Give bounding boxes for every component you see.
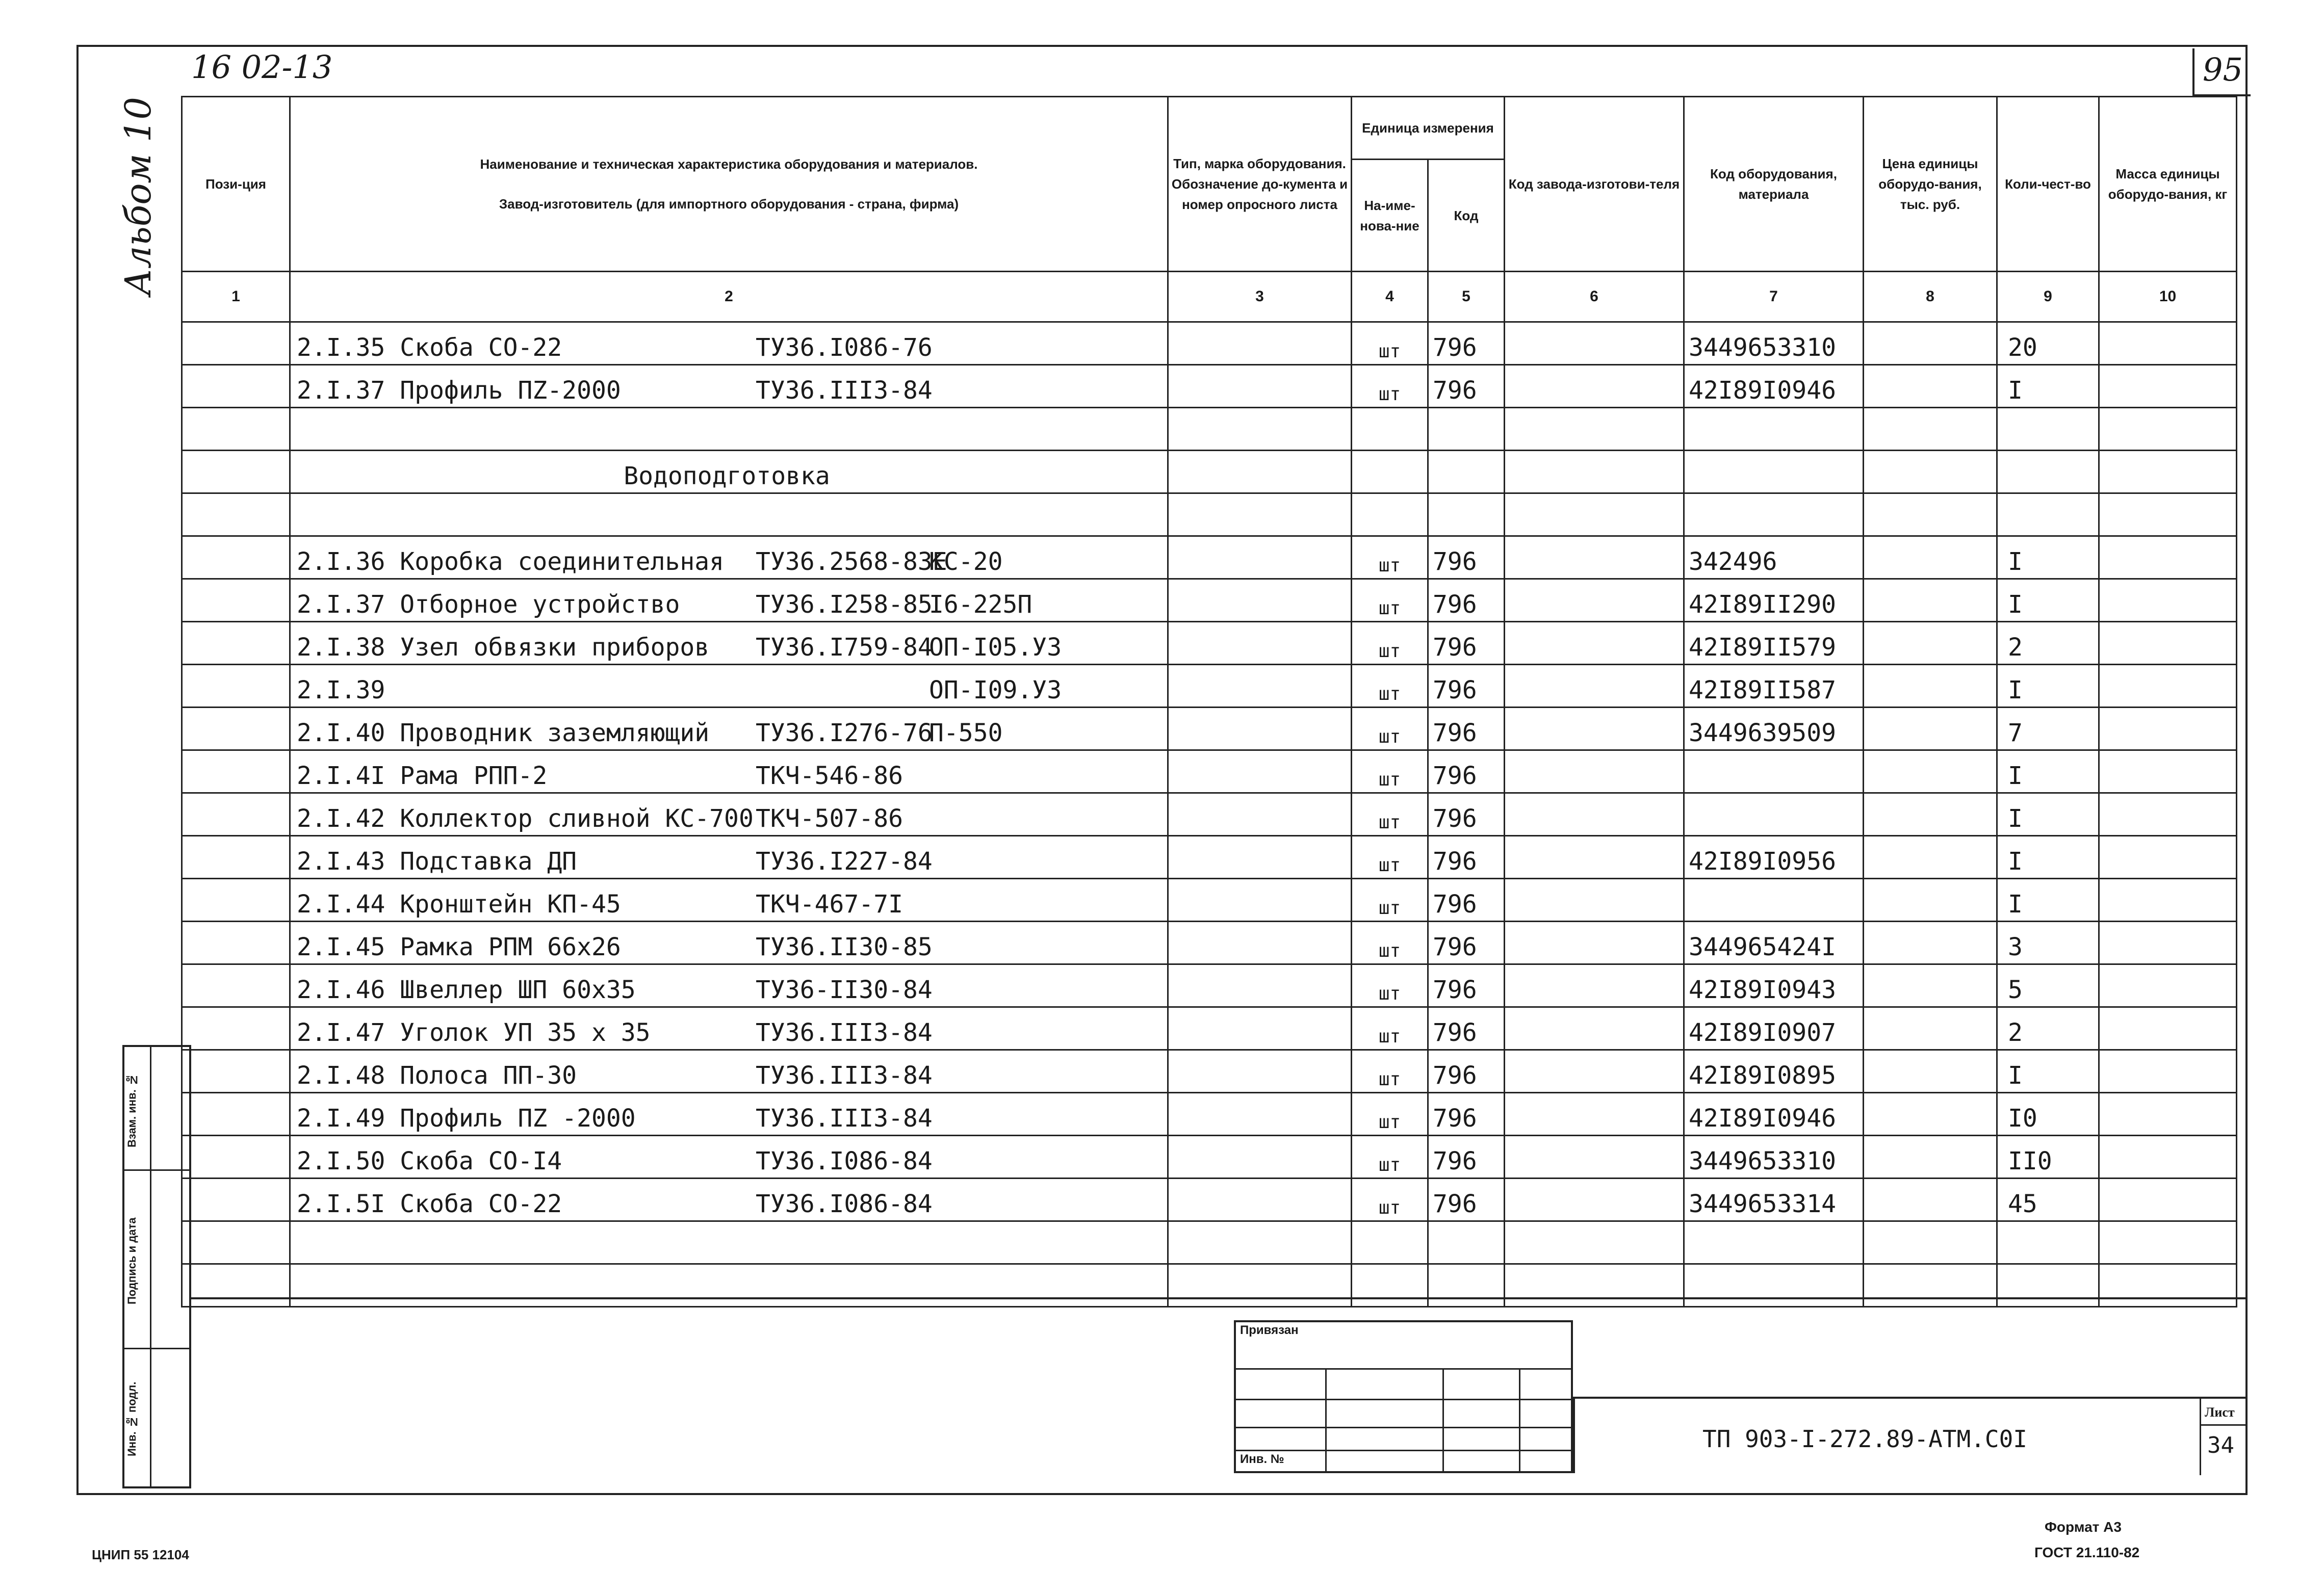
quantity: II0: [1997, 1136, 2099, 1179]
material-code: 3449639509: [1684, 708, 1864, 750]
table-row: [182, 836, 2237, 879]
table-row: [182, 708, 2237, 750]
unit-name: шт: [1352, 793, 1428, 836]
item-doc: ТУ36.II30-85: [756, 933, 933, 961]
item-name: 2.I.37 Профиль ПZ-2000: [297, 376, 621, 405]
hdr-unit-name: На-име-нова-ние: [1352, 160, 1428, 272]
unit-name: шт: [1352, 879, 1428, 922]
material-code: 42I89I0895: [1684, 1050, 1864, 1093]
quantity: 2: [1997, 1007, 2099, 1050]
material-code: [1684, 879, 1864, 922]
item-doc: ТУ36.III3-84: [756, 1018, 933, 1047]
unit-name: шт: [1352, 1136, 1428, 1179]
material-code: 3449653310: [1684, 322, 1864, 365]
table-row: [182, 1050, 2237, 1093]
material-code: 42I89I0946: [1684, 365, 1864, 408]
item-name: 2.I.47 Уголок УП 35 х 35: [297, 1018, 651, 1047]
hdr-unit-group: Единица измерения: [1352, 97, 1505, 160]
doc-code: ТП 903-I-272.89-АТМ.С0I: [1702, 1425, 2027, 1453]
item-doc: ТУ36.I086-84: [756, 1190, 933, 1218]
item-type: ОП-I09.У3: [929, 676, 1062, 704]
material-code: [1684, 793, 1864, 836]
unit-code: 796: [1428, 536, 1505, 579]
table-row: [182, 793, 2237, 836]
quantity: I: [1997, 665, 2099, 708]
item-name: 2.I.36 Коробка соединительная: [297, 547, 725, 576]
quantity: 2: [1997, 622, 2099, 665]
unit-code: 796: [1428, 665, 1505, 708]
quantity: 20: [1997, 322, 2099, 365]
handwritten-page-number: 95: [2203, 51, 2243, 88]
material-code: 42I89II579: [1684, 622, 1864, 665]
unit-code: 796: [1428, 1136, 1505, 1179]
hdr-unit-code: Код: [1428, 160, 1505, 272]
material-code: 42I89I0956: [1684, 836, 1864, 879]
quantity: I: [1997, 836, 2099, 879]
handwritten-code: 16 02-13: [191, 48, 333, 86]
item-name: 2.I.39: [297, 676, 385, 704]
item-type: I6-225П: [929, 590, 1032, 619]
unit-code: 796: [1428, 793, 1505, 836]
unit-name: шт: [1352, 1007, 1428, 1050]
print-code: ЦНИП 55 12104: [92, 1547, 189, 1562]
table-row: [182, 879, 2237, 922]
material-code: 42I89II587: [1684, 665, 1864, 708]
quantity: I: [1997, 879, 2099, 922]
unit-code: 796: [1428, 322, 1505, 365]
unit-code: 796: [1428, 1050, 1505, 1093]
hdr-mass: Масса единицы оборудо-вания, кг: [2099, 97, 2237, 272]
item-name: 2.I.44 Кронштейн КП-45: [297, 890, 621, 919]
unit-code: 796: [1428, 1007, 1505, 1050]
sheet-number: 34: [2207, 1432, 2234, 1458]
hdr-type: Тип, марка оборудования. Обозначение до-кумента и номер опросного листа: [1168, 97, 1352, 272]
stamp-inv-podl: Инв. № подл.: [125, 1381, 138, 1457]
item-doc: ТУ36.I227-84: [756, 847, 933, 876]
table-row: [182, 964, 2237, 1007]
item-doc: ТУ36-II30-84: [756, 976, 933, 1004]
table-row: [182, 322, 2237, 365]
table-row: [182, 922, 2237, 964]
unit-name: шт: [1352, 750, 1428, 793]
item-name: 2.I.42 Коллектор сливной КС-700: [297, 804, 754, 833]
item-doc: ТУ36.I258-85: [756, 590, 933, 619]
unit-name: шт: [1352, 1093, 1428, 1136]
unit-name: шт: [1352, 579, 1428, 622]
table-row: [182, 1007, 2237, 1050]
format-label: Формат А3: [2045, 1519, 2122, 1535]
stamp-podpis: Подпись и дата: [125, 1217, 138, 1305]
hdr-price: Цена единицы оборудо-вания, тыс. руб.: [1864, 97, 1997, 272]
unit-name: шт: [1352, 1050, 1428, 1093]
material-code: 42I89I0946: [1684, 1093, 1864, 1136]
specification-table: [181, 96, 2237, 1307]
item-doc: ТУ36.I086-76: [756, 333, 933, 362]
unit-name: шт: [1352, 1179, 1428, 1221]
item-name: 2.I.48 Полоса ПП-30: [297, 1061, 577, 1090]
quantity: I: [1997, 793, 2099, 836]
item-doc: ТКЧ-507-86: [756, 804, 903, 833]
quantity: I: [1997, 536, 2099, 579]
unit-name: шт: [1352, 708, 1428, 750]
sheet-label: Лист: [2205, 1405, 2235, 1420]
unit-code: 796: [1428, 1179, 1505, 1221]
item-name: 2.I.4I Рама РПП-2: [297, 762, 548, 790]
hdr-material-code: Код оборудования, материала: [1684, 97, 1864, 272]
table-row: [182, 1179, 2237, 1221]
unit-code: 796: [1428, 964, 1505, 1007]
unit-code: 796: [1428, 922, 1505, 964]
unit-name: шт: [1352, 365, 1428, 408]
item-name: 2.I.43 Подставка ДП: [297, 847, 577, 876]
section-row: [182, 451, 2237, 493]
material-code: 42I89I0943: [1684, 964, 1864, 1007]
item-doc: ТУ36.III3-84: [756, 1061, 933, 1090]
privyazan-block: [1234, 1320, 1573, 1473]
table-row: [182, 665, 2237, 708]
blank-row: [182, 493, 2237, 536]
item-name: 2.I.35 Скоба СО-22: [297, 333, 562, 362]
item-doc: ТУ36.I759-84: [756, 633, 933, 662]
doc-stamp: [1573, 1397, 2246, 1473]
unit-name: шт: [1352, 622, 1428, 665]
item-name: 2.I.38 Узел обвязки приборов: [297, 633, 710, 662]
unit-code: 796: [1428, 365, 1505, 408]
item-doc: ТКЧ-467-7I: [756, 890, 903, 919]
quantity: 5: [1997, 964, 2099, 1007]
unit-code: 796: [1428, 622, 1505, 665]
quantity: I0: [1997, 1093, 2099, 1136]
item-doc: ТУ36.2568-83Е: [756, 547, 947, 576]
stamp-inv-vzam: Взам. инв. №: [125, 1074, 138, 1148]
material-code: 3449653314: [1684, 1179, 1864, 1221]
unit-name: шт: [1352, 964, 1428, 1007]
blank-row: [182, 408, 2237, 451]
unit-code: 796: [1428, 708, 1505, 750]
hdr-name: Наименование и техническая характеристика оборудования и материалов. Завод-изготовитель (для импортного оборудования - страна, фирма): [290, 97, 1168, 272]
item-doc: ТКЧ-546-86: [756, 762, 903, 790]
quantity: I: [1997, 1050, 2099, 1093]
item-type: П-550: [929, 719, 1003, 747]
item-type: ОП-I05.У3: [929, 633, 1062, 662]
item-name: 2.I.46 Швеллер ШП 60х35: [297, 976, 636, 1004]
quantity: 7: [1997, 708, 2099, 750]
unit-name: шт: [1352, 836, 1428, 879]
unit-code: 796: [1428, 1093, 1505, 1136]
quantity: I: [1997, 579, 2099, 622]
hdr-position: Пози-ция: [182, 97, 290, 272]
material-code: 344965424I: [1684, 922, 1864, 964]
hdr-factory-code: Код завода-изготови-теля: [1505, 97, 1684, 272]
item-doc: ТУ36.III3-84: [756, 1104, 933, 1133]
quantity: I: [1997, 365, 2099, 408]
item-doc: ТУ36.I086-84: [756, 1147, 933, 1175]
material-code: 342496: [1684, 536, 1864, 579]
unit-name: шт: [1352, 665, 1428, 708]
unit-code: 796: [1428, 750, 1505, 793]
quantity: I: [1997, 750, 2099, 793]
item-name: 2.I.49 Профиль ПZ -2000: [297, 1104, 636, 1133]
inv-no-label: Инв. №: [1240, 1452, 1284, 1466]
item-name: 2.I.5I Скоба СО-22: [297, 1190, 562, 1218]
unit-name: шт: [1352, 322, 1428, 365]
unit-name: шт: [1352, 536, 1428, 579]
section-title: Водоподготовка: [290, 451, 1168, 493]
privyazan-label: Привязан: [1240, 1323, 1299, 1337]
table-row: [182, 1136, 2237, 1179]
table-row: [182, 750, 2237, 793]
item-type: КС-20: [929, 547, 1003, 576]
quantity: 3: [1997, 922, 2099, 964]
table-row: [182, 536, 2237, 579]
unit-name: шт: [1352, 922, 1428, 964]
table-row: [182, 579, 2237, 622]
unit-code: 796: [1428, 579, 1505, 622]
unit-code: 796: [1428, 879, 1505, 922]
material-code: 42I89II290: [1684, 579, 1864, 622]
item-name: 2.I.50 Скоба СО-I4: [297, 1147, 562, 1175]
table-row: [182, 1093, 2237, 1136]
gost-label: ГОСТ 21.110-82: [2034, 1545, 2140, 1560]
item-doc: ТУ36.I276-76: [756, 719, 933, 747]
material-code: 42I89I0907: [1684, 1007, 1864, 1050]
material-code: 3449653310: [1684, 1136, 1864, 1179]
material-code: [1684, 750, 1864, 793]
hdr-quantity: Коли-чест-во: [1997, 97, 2099, 272]
table-row: [182, 365, 2237, 408]
quantity: 45: [1997, 1179, 2099, 1221]
item-name: 2.I.37 Отборное устройство: [297, 590, 680, 619]
item-doc: ТУ36.III3-84: [756, 376, 933, 405]
unit-code: 796: [1428, 836, 1505, 879]
item-name: 2.I.45 Рамка РПМ 66х26: [297, 933, 621, 961]
album-label: Альбом 10: [117, 97, 159, 296]
column-numbers-row: 1 2 3 4 5 6 7 8 9 10: [182, 272, 2237, 322]
table-row: [182, 622, 2237, 665]
item-name: 2.I.40 Проводник заземляющий: [297, 719, 710, 747]
blank-row: [182, 1221, 2237, 1264]
